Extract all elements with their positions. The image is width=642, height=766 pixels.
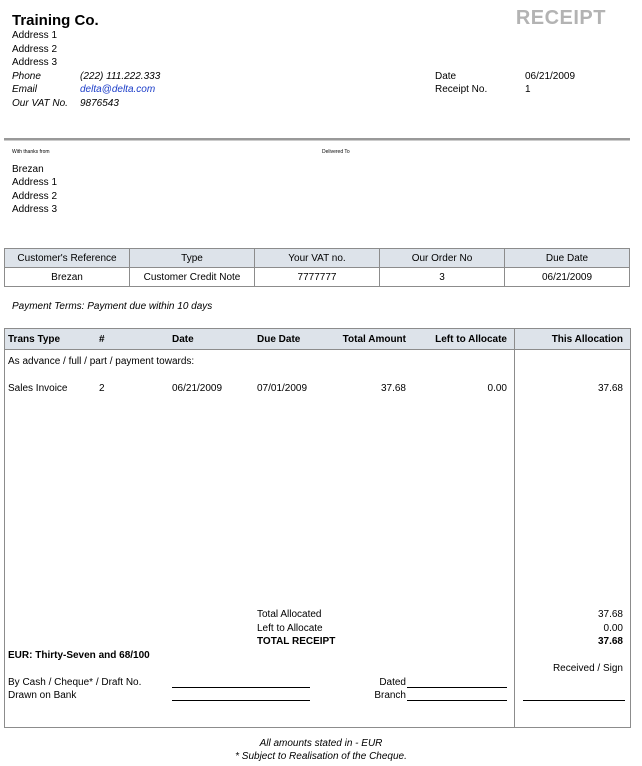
row-number: 2 <box>99 383 105 394</box>
customer-address-3: Address 3 <box>12 204 58 215</box>
signature-line <box>523 700 625 701</box>
row-due-date: 07/01/2009 <box>257 383 308 394</box>
col-trans-type: Trans Type <box>8 334 61 345</box>
header-divider <box>4 138 630 141</box>
col-date: Date <box>172 334 194 345</box>
ref-cell-type: Customer Credit Note <box>130 268 255 287</box>
total-receipt-value: 37.68 <box>597 636 623 647</box>
col-due-date: Due Date <box>257 334 301 345</box>
customer-address-2: Address 2 <box>12 191 58 202</box>
ref-header-customer-reference: Customer's Reference <box>5 249 130 268</box>
total-receipt-label: TOTAL RECEIPT <box>257 636 336 647</box>
receipt-no-value: 1 <box>525 84 531 95</box>
vat-label: Our VAT No. <box>12 98 68 109</box>
advance-note: As advance / full / part / payment towards: <box>8 356 195 367</box>
by-cash-label: By Cash / Cheque* / Draft No. <box>8 677 142 688</box>
vat-value: 9876543 <box>80 98 119 109</box>
draft-no-line <box>172 687 310 688</box>
row-date: 06/21/2009 <box>172 383 223 394</box>
col-number: # <box>99 334 105 345</box>
thanks-from-label: With thanks from <box>12 149 50 155</box>
receipt-no-label: Receipt No. <box>435 84 488 95</box>
amount-in-words: EUR: Thirty-Seven and 68/100 <box>8 650 150 661</box>
ref-header-order-no: Our Order No <box>380 249 505 268</box>
customer-name: Brezan <box>12 164 44 175</box>
left-to-allocate-value: 0.00 <box>603 623 623 634</box>
col-left-to-allocate: Left to Allocate <box>435 334 507 345</box>
reference-data-row <box>5 268 630 287</box>
phone-value: (222) 111.222.333 <box>80 71 161 82</box>
ref-cell-order-no: 3 <box>380 268 505 287</box>
row-left-to-allocate: 0.00 <box>487 383 507 394</box>
reference-table <box>4 248 630 287</box>
ref-header-your-vat: Your VAT no. <box>255 249 380 268</box>
allocation-column-divider <box>514 329 515 727</box>
dated-label: Dated <box>379 677 406 688</box>
email-link[interactable]: delta@delta.com <box>80 84 156 95</box>
phone-label: Phone <box>12 71 41 82</box>
ref-header-due-date: Due Date <box>505 249 630 268</box>
ref-cell-your-vat: 7777777 <box>255 268 380 287</box>
dated-line <box>407 687 507 688</box>
total-allocated-label: Total Allocated <box>257 609 322 620</box>
drawn-on-bank-label: Drawn on Bank <box>8 690 77 701</box>
col-this-allocation: This Allocation <box>551 334 623 345</box>
company-address-2: Address 2 <box>12 44 58 55</box>
date-label: Date <box>435 71 457 82</box>
left-to-allocate-label: Left to Allocate <box>257 623 323 634</box>
row-this-allocation: 37.68 <box>597 383 623 394</box>
ref-cell-customer-reference: Brezan <box>5 268 130 287</box>
col-total-amount: Total Amount <box>342 334 406 345</box>
delivered-to-label: Delivered To <box>322 149 350 155</box>
row-total-amount: 37.68 <box>380 383 406 394</box>
ref-cell-due-date: 06/21/2009 <box>505 268 630 287</box>
drawn-on-bank-line <box>172 700 310 701</box>
reference-header-row <box>5 249 630 268</box>
received-sign-label: Received / Sign <box>552 663 623 674</box>
payment-terms: Payment Terms: Payment due within 10 days <box>12 301 213 312</box>
footer-currency-note: All amounts stated in - EUR <box>259 738 383 749</box>
branch-line <box>407 700 507 701</box>
date-value: 06/21/2009 <box>525 71 576 82</box>
footer-cheque-note: * Subject to Realisation of the Cheque. <box>235 751 407 762</box>
company-address-3: Address 3 <box>12 57 58 68</box>
branch-label: Branch <box>374 690 406 701</box>
ref-header-type: Type <box>130 249 255 268</box>
email-label: Email <box>12 84 38 95</box>
company-name: Training Co. <box>12 12 99 29</box>
customer-address-1: Address 1 <box>12 177 58 188</box>
row-trans-type: Sales Invoice <box>8 383 68 394</box>
total-allocated-value: 37.68 <box>597 609 623 620</box>
receipt-title: RECEIPT <box>515 7 606 29</box>
company-address-1: Address 1 <box>12 30 58 41</box>
